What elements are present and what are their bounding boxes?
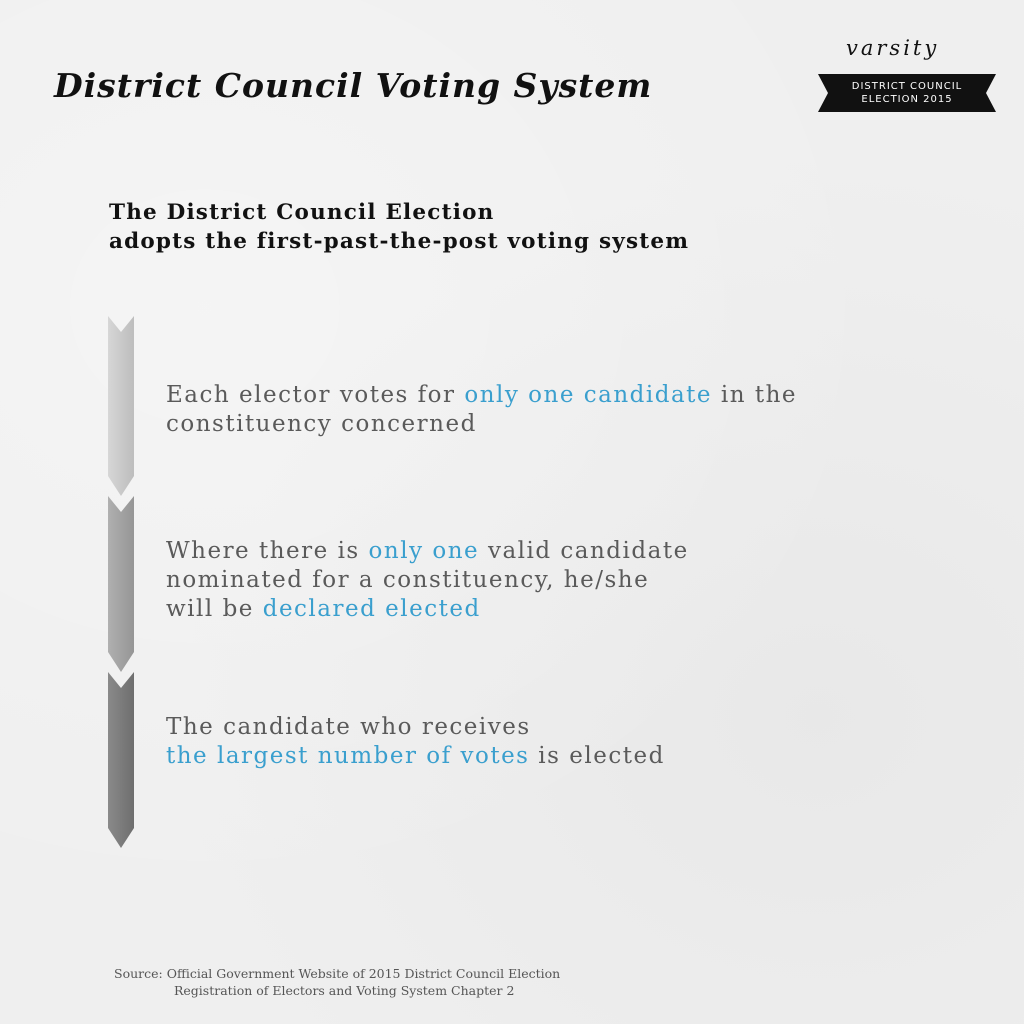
highlight-text: the largest number of votes xyxy=(166,743,530,769)
step-2-line-2: nominated for a constituency, he/she xyxy=(166,567,650,593)
step-2-line-3: will be declared elected xyxy=(166,596,481,622)
brand-logo: varsity xyxy=(846,36,940,60)
step-3-text xyxy=(166,713,665,771)
step-3-line-1: The candidate who receives xyxy=(166,714,531,740)
step-1-line-1: Each elector votes for only one candidate in the xyxy=(166,382,797,408)
step-1-text xyxy=(166,381,797,439)
step-2-line-1: Where there is only one valid candidate xyxy=(166,538,689,564)
step-3-line-2: the largest number of votes is elected xyxy=(166,743,665,769)
ribbon-line-1: DISTRICT COUNCIL xyxy=(851,81,963,92)
source-citation xyxy=(114,965,560,999)
election-ribbon xyxy=(818,74,996,112)
section-heading xyxy=(109,198,689,256)
ribbon-text xyxy=(818,80,996,106)
highlight-text: only one candidate xyxy=(464,382,713,408)
source-line-1: Source: Official Government Website of 2015 District Council Election xyxy=(114,966,561,981)
source-line-2: Registration of Electors and Voting System Chapter 2 xyxy=(174,983,515,998)
ribbon-line-2: ELECTION 2015 xyxy=(861,94,953,105)
heading-line-2: adopts the first-past-the-post voting system xyxy=(109,229,690,254)
step-1-line-2: constituency concerned xyxy=(166,411,477,437)
page-title: District Council Voting System xyxy=(54,66,653,105)
highlight-text: declared elected xyxy=(262,596,481,622)
step-timeline xyxy=(108,316,134,848)
heading-line-1: The District Council Election xyxy=(109,200,495,225)
step-arrow-1 xyxy=(108,316,134,496)
step-arrow-3 xyxy=(108,672,134,848)
timeline-arrows xyxy=(108,316,134,848)
step-2-text xyxy=(166,537,689,624)
step-arrow-2 xyxy=(108,496,134,672)
highlight-text: only one xyxy=(368,538,480,564)
